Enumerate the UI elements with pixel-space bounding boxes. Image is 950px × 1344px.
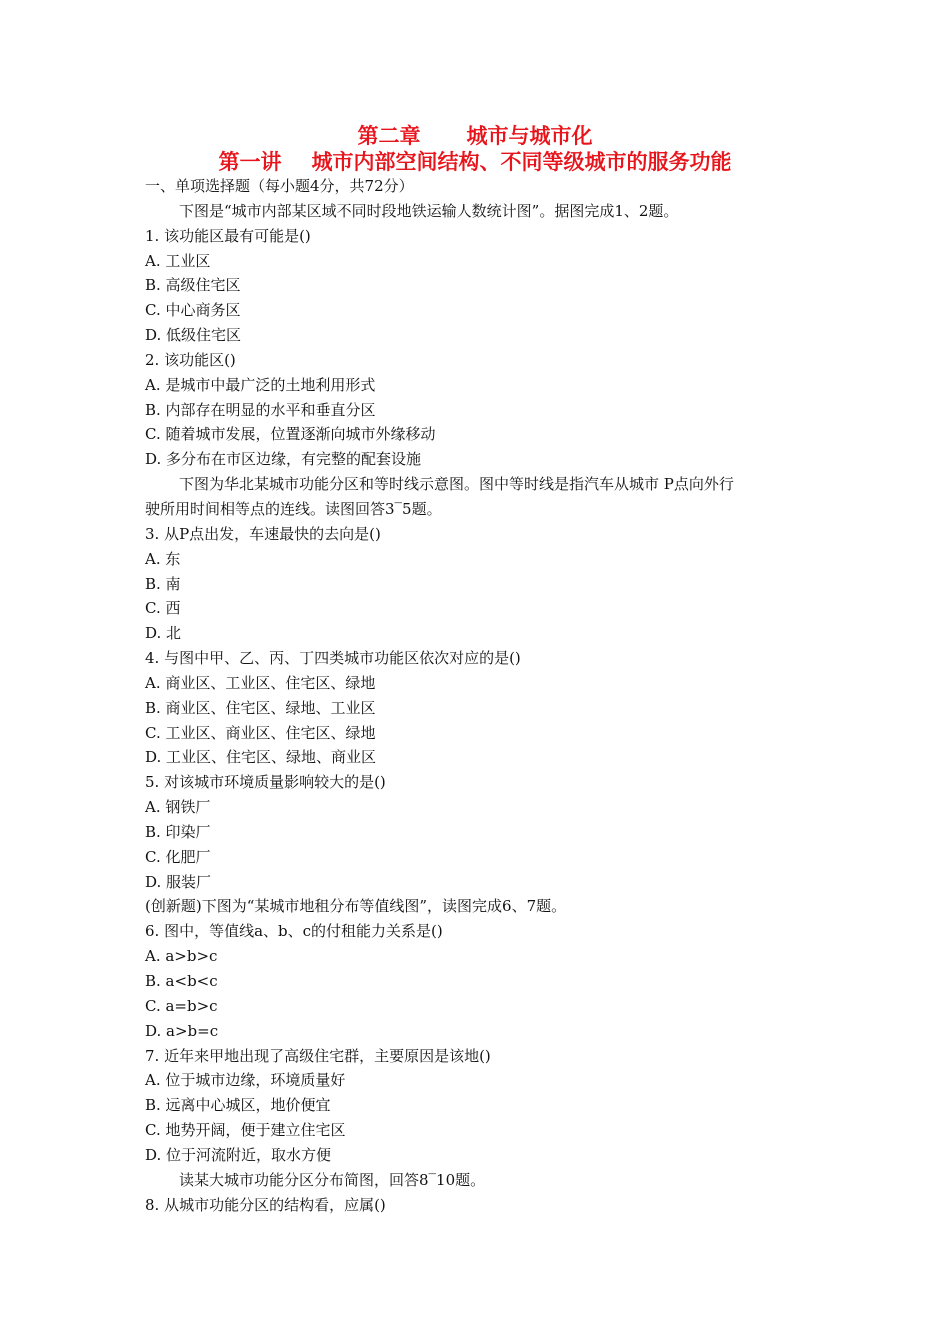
document-body	[145, 174, 815, 1217]
q3-option-c: C. 西	[145, 599, 181, 618]
q4-option-c: C. 工业区、商业区、住宅区、绿地	[145, 723, 376, 742]
q7-option-a: A. 位于城市边缘，环境质量好	[145, 1071, 346, 1090]
q5-option-d: D. 服装厂	[145, 872, 212, 891]
q1-option-a: A. 工业区	[145, 251, 211, 270]
q4-option-b: B. 商业区、住宅区、绿地、工业区	[145, 698, 376, 717]
q4-option-d: D. 工业区、住宅区、绿地、商业区	[145, 748, 377, 767]
q6-option-c: C. a=b>c	[145, 996, 218, 1015]
chapter-title	[0, 122, 950, 150]
q2-option-a: A. 是城市中最广泛的土地利用形式	[145, 375, 376, 394]
q7-stem: 7. 近年来甲地出现了高级住宅群，主要原因是该地()	[145, 1046, 491, 1065]
intro-q3-5-line1: 下图为华北某城市功能分区和等时线示意图。图中等时线是指汽车从城市 P点向外行	[179, 475, 734, 494]
q5-option-c: C. 化肥厂	[145, 847, 211, 866]
intro-q8-10: 读某大城市功能分区分布简图，回答8‾10题。	[179, 1170, 486, 1189]
section-heading: 一、单项选择题（每小题4分，共72分）	[145, 177, 414, 195]
intro-q1-2: 下图是“城市内部某区域不同时段地铁运输人数统计图”。据图完成1、2题。	[179, 201, 679, 220]
q3-option-a: A. 东	[145, 549, 181, 568]
intro-q3-5-line2: 驶所用时间相等点的连线。读图回答3‾5题。	[145, 499, 442, 518]
q1-stem: 1. 该功能区最有可能是()	[145, 226, 311, 245]
q4-stem: 4. 与图中甲、乙、丙、丁四类城市功能区依次对应的是()	[145, 649, 521, 668]
q6-option-a: A. a>b>c	[145, 947, 218, 966]
q4-option-a: A. 商业区、工业区、住宅区、绿地	[145, 673, 376, 692]
q2-option-b: B. 内部存在明显的水平和垂直分区	[145, 400, 376, 419]
q5-option-b: B. 印染厂	[145, 822, 211, 841]
q3-stem: 3. 从P点出发，车速最快的去向是()	[145, 524, 381, 543]
q3-option-b: B. 南	[145, 574, 181, 593]
q6-stem: 6. 图中，等值线a、b、c的付租能力关系是()	[145, 922, 443, 941]
lecture-title	[0, 148, 950, 176]
q2-stem: 2. 该功能区()	[145, 350, 236, 369]
lecture-name: 城市内部空间结构、不同等级城市的服务功能	[311, 149, 732, 174]
q8-stem: 8. 从城市功能分区的结构看，应属()	[145, 1195, 386, 1214]
q3-option-d: D. 北	[145, 624, 182, 643]
q5-option-a: A. 钢铁厂	[145, 798, 211, 817]
q5-stem: 5. 对该城市环境质量影响较大的是()	[145, 773, 386, 792]
q2-option-d: D. 多分布在市区边缘，有完整的配套设施	[145, 450, 422, 469]
q6-option-d: D. a>b=c	[145, 1021, 219, 1040]
lecture-number: 第一讲	[218, 149, 282, 174]
q1-option-c: C. 中心商务区	[145, 301, 241, 320]
q6-option-b: B. a<b<c	[145, 972, 218, 990]
q2-option-c: C. 随着城市发展，位置逐渐向城市外缘移动	[145, 425, 436, 444]
chapter-name: 城市与城市化	[466, 123, 593, 148]
chapter-number: 第二章	[357, 123, 421, 148]
intro-q6-7: (创新题)下图为“某城市地租分布等值线图”，读图完成6、7题。	[145, 897, 567, 916]
q1-option-d: D. 低级住宅区	[145, 326, 242, 345]
q7-option-b: B. 远离中心城区，地价便宜	[145, 1096, 331, 1115]
q7-option-c: C. 地势开阔，便于建立住宅区	[145, 1121, 346, 1140]
q1-option-b: B. 高级住宅区	[145, 276, 241, 295]
q7-option-d: D. 位于河流附近，取水方便	[145, 1145, 332, 1164]
